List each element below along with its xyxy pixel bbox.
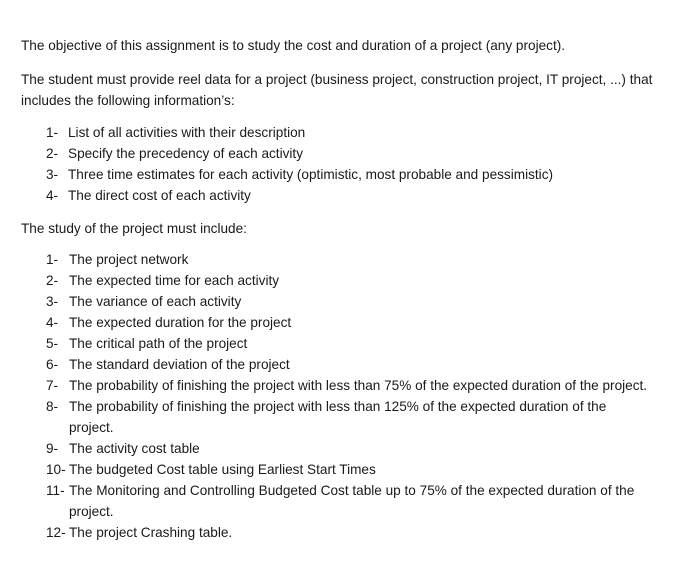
list-item — [21, 459, 653, 480]
list-item-number: 4- — [46, 315, 59, 330]
list-item — [21, 438, 653, 459]
list-item-text: The direct cost of each activity — [68, 188, 251, 203]
list-item-text: The probability of finishing the project with less than 75% of the expected duration of the project. — [69, 378, 648, 393]
list-item-text: The project Crashing table. — [69, 525, 233, 540]
list-item — [21, 312, 653, 333]
list-item-number: 7- — [46, 378, 59, 393]
list-item-number: 1- — [46, 125, 59, 140]
list-item — [21, 291, 653, 312]
list-item-text: Specify the precedency of each activity — [68, 146, 303, 161]
list-item-number: 6- — [46, 357, 59, 372]
list-item — [21, 249, 653, 270]
list-item-text: The critical path of the project — [69, 336, 248, 351]
list-item-number: 4- — [46, 188, 59, 203]
list-item-number: 3- — [46, 167, 59, 182]
list-item-text: The variance of each activity — [69, 294, 242, 309]
study-heading: The study of the project must include: — [21, 221, 247, 236]
list-item — [21, 270, 653, 291]
list-item-text: List of all activities with their description — [68, 125, 306, 140]
list-item-number: 10- — [46, 462, 66, 477]
list-item — [21, 354, 653, 375]
list-item — [21, 143, 653, 164]
list-item — [21, 164, 653, 185]
list-item — [21, 375, 653, 396]
list-item-text: The budgeted Cost table using Earliest Start Times — [69, 462, 376, 477]
list-item-number: 11- — [46, 483, 65, 498]
list-item-number: 12- — [46, 525, 66, 540]
list-item-text: Three time estimates for each activity (optimistic, most probable and pessimistic) — [68, 167, 554, 182]
list-item — [21, 333, 653, 354]
list-item-text: The standard deviation of the project — [69, 357, 290, 372]
list-item-number: 2- — [46, 146, 59, 161]
list-item-text: The expected duration for the project — [69, 315, 292, 330]
list-item-number: 2- — [46, 273, 59, 288]
list-item-text: The expected time for each activity — [69, 273, 280, 288]
list-item-number: 8- — [46, 399, 59, 414]
list-item-number: 3- — [46, 294, 59, 309]
list-item-text: The project network — [69, 252, 189, 267]
list-item — [21, 396, 653, 438]
list-item-number: 5- — [46, 336, 59, 351]
list-item — [21, 185, 653, 206]
intro-paragraph: The objective of this assignment is to study the cost and duration of a project (any project). — [21, 38, 566, 53]
data-requirement-paragraph: The student must provide reel data for a project (business project, construction project, IT project, ...) that includes the following information’s: — [21, 72, 653, 108]
list-item — [21, 522, 653, 543]
list-item-text: The Monitoring and Controlling Budgeted Cost table up to 75% of the expected duration of the project. — [69, 483, 635, 519]
study-list — [21, 249, 653, 543]
list-item — [21, 480, 653, 522]
list-item-number: 9- — [46, 441, 59, 456]
info-list — [21, 122, 653, 206]
list-item — [21, 122, 653, 143]
list-item-text: The probability of finishing the project with less than 125% of the expected duration of the project. — [69, 399, 607, 435]
list-item-number: 1- — [46, 252, 59, 267]
list-item-text: The activity cost table — [69, 441, 200, 456]
